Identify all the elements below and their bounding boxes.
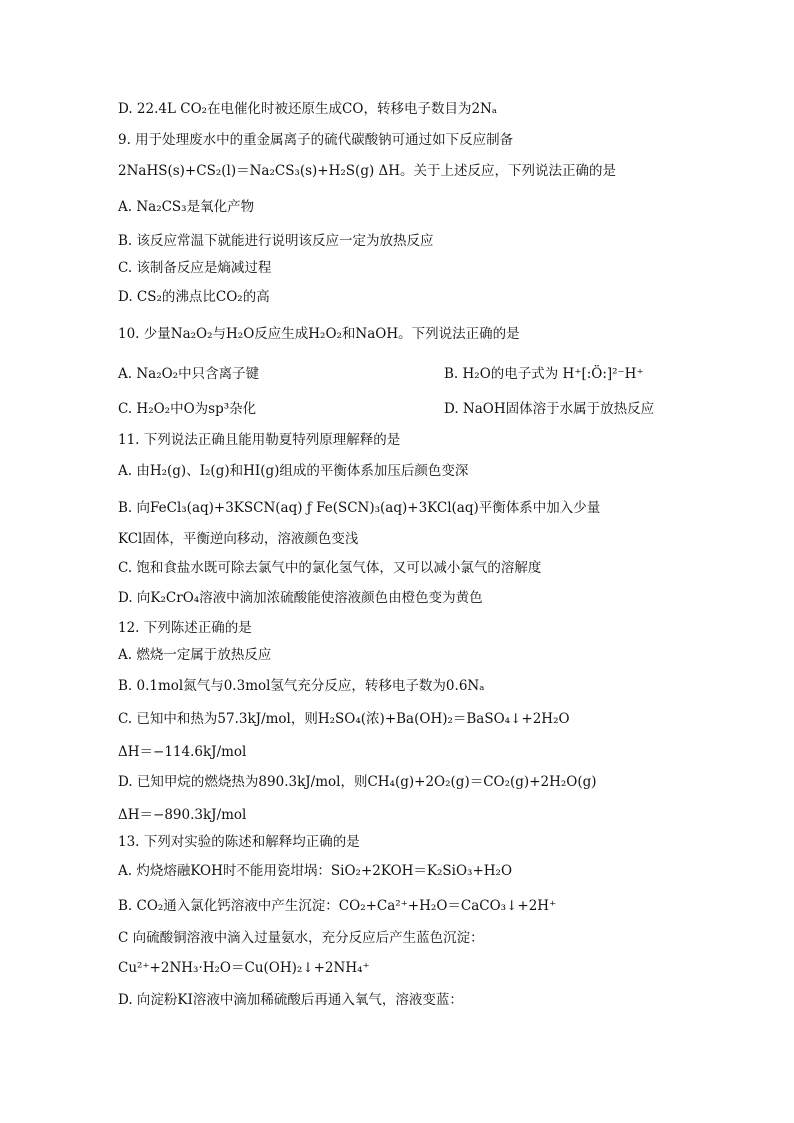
q11-option-b-cont: KCl固体，平衡逆向移动，溶液颜色变浅 [118, 531, 359, 547]
q10-option-a: A. Na₂O₂中只含离子键 [118, 366, 260, 382]
q12-option-a: A. 燃烧一定属于放热反应 [118, 647, 272, 663]
q11-stem: 11. 下列说法正确且能用勒夏特列原理解释的是 [118, 432, 401, 448]
q13-option-b: B. CO₂通入氯化钙溶液中产生沉淀：CO₂+Ca²⁺+H₂O＝CaCO₃↓+2H⁺ [118, 898, 557, 914]
q9-option-d: D. CS₂的沸点比CO₂的高 [118, 289, 270, 305]
q11-option-d: D. 向K₂CrO₄溶液中滴加浓硫酸能使溶液颜色由橙色变为黄色 [118, 590, 483, 606]
q13-option-d: D. 向淀粉KI溶液中滴加稀硫酸后再通入氧气，溶液变蓝： [118, 992, 463, 1008]
q8-option-d: D. 22.4L CO₂在电催化时被还原生成CO，转移电子数目为2Nₐ [118, 101, 498, 117]
q12-option-c: C. 已知中和热为57.3kJ/mol，则H₂SO₄(浓)+Ba(OH)₂＝BaSO₄↓+2H₂O [118, 711, 570, 727]
q11-option-c: C. 饱和食盐水既可除去氯气中的氯化氢气体，又可以减小氯气的溶解度 [118, 560, 542, 576]
q10-option-c: C. H₂O₂中O为sp³杂化 [118, 401, 257, 417]
q13-option-c-equation: Cu²⁺+2NH₃·H₂O＝Cu(OH)₂↓+2NH₄⁺ [118, 960, 370, 976]
q13-option-c: C 向硫酸铜溶液中滴入过量氨水，充分反应后产生蓝色沉淀： [118, 930, 484, 946]
q9-option-c: C. 该制备反应是熵减过程 [118, 260, 272, 276]
q9-stem: 9. 用于处理废水中的重金属离子的硫代碳酸钠可通过如下反应制备 [118, 132, 514, 148]
q11-option-b: B. 向FeCl₃(aq)+3KSCN(aq) ƒ Fe(SCN)₃(aq)+3KCl(aq)平衡体系中加入少量 [118, 500, 601, 516]
q13-stem: 13. 下列对实验的陈述和解释均正确的是 [118, 834, 360, 850]
q10-stem: 10. 少量Na₂O₂与H₂O反应生成H₂O₂和NaOH。下列说法正确的是 [118, 326, 520, 342]
q11-option-a: A. 由H₂(g)、I₂(g)和HI(g)组成的平衡体系加压后颜色变深 [118, 463, 469, 479]
q10-option-d: D. NaOH固体溶于水属于放热反应 [444, 401, 655, 417]
q9-option-a: A. Na₂CS₃是氧化产物 [118, 199, 255, 215]
q12-option-d: D. 已知甲烷的燃烧热为890.3kJ/mol，则CH₄(g)+2O₂(g)＝CO₂(g)+2H₂O(g) [118, 774, 597, 790]
q12-stem: 12. 下列陈述正确的是 [118, 620, 252, 636]
q10-option-b: B. H₂O的电子式为 H⁺[:Ö:]²⁻H⁺ [444, 366, 644, 382]
q9-option-b: B. 该反应常温下就能进行说明该反应一定为放热反应 [118, 233, 434, 249]
q13-option-a: A. 灼烧熔融KOH时不能用瓷坩埚：SiO₂+2KOH＝K₂SiO₃+H₂O [118, 863, 513, 879]
q12-option-b: B. 0.1mol氮气与0.3mol氢气充分反应，转移电子数为0.6Nₐ [118, 678, 485, 694]
q12-option-c-cont: ΔH＝−114.6kJ/mol [118, 744, 247, 760]
q12-option-d-cont: ΔH＝−890.3kJ/mol [118, 807, 247, 823]
q9-equation: 2NaHS(s)+CS₂(l)＝Na₂CS₃(s)+H₂S(g) ΔH。关于上述反应，下列说法正确的是 [118, 163, 617, 179]
